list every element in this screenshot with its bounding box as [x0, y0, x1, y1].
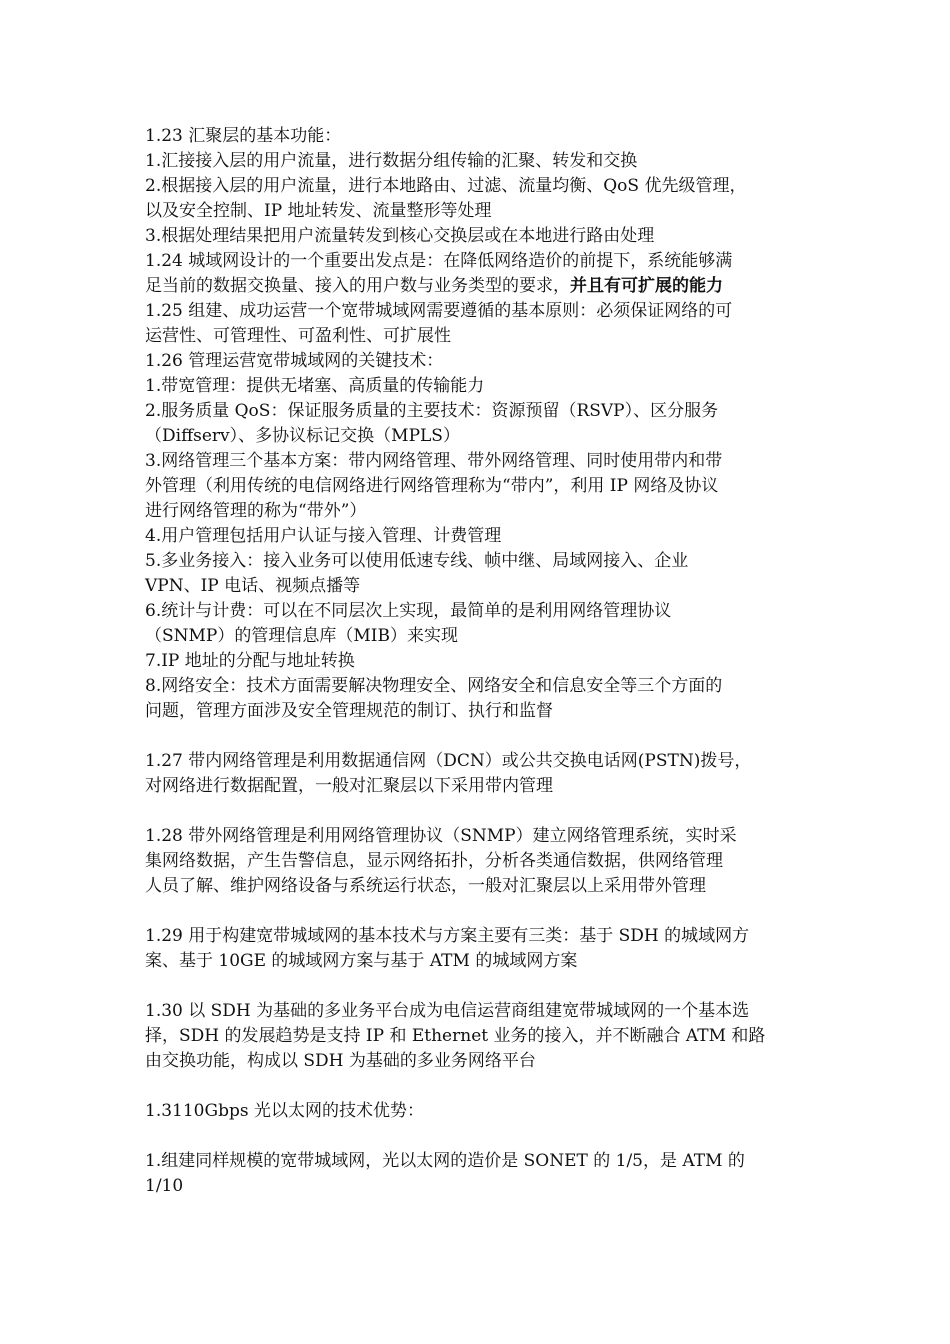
paragraph-gap	[145, 1074, 805, 1099]
text-line	[145, 274, 805, 299]
text-line: 1.汇接接入层的用户流量，进行数据分组传输的汇聚、转发和交换	[145, 151, 638, 171]
text-line: 1.3110Gbps 光以太网的技术优势：	[145, 1101, 424, 1121]
text-line: 外管理（利用传统的电信网络进行网络管理称为“带内”，利用 IP 网络及协议	[145, 476, 719, 496]
text-line: （SNMP）的管理信息库（MIB）来实现	[145, 626, 458, 646]
text-line: 5.多业务接入：接入业务可以使用低速专线、帧中继、局域网接入、企业	[145, 551, 689, 571]
text-line: 1/10	[145, 1176, 184, 1196]
paragraph-gap	[145, 799, 805, 824]
text-line: 1.29 用于构建宽带城域网的基本技术与方案主要有三类：基于 SDH 的城域网方	[145, 926, 750, 946]
text-line: 择，SDH 的发展趋势是支持 IP 和 Ethernet 业务的接入，并不断融合 ATM 和路	[145, 1026, 766, 1046]
text-line: 1.带宽管理：提供无堵塞、高质量的传输能力	[145, 376, 485, 396]
text-line: 4.用户管理包括用户认证与接入管理、计费管理	[145, 526, 502, 546]
text-line: 1.28 带外网络管理是利用网络管理协议（SNMP）建立网络管理系统，实时采	[145, 826, 737, 846]
document-body	[145, 124, 805, 1199]
text-line: 1.26 管理运营宽带城域网的关键技术：	[145, 351, 444, 371]
text-line: 问题，管理方面涉及安全管理规范的制订、执行和监督	[145, 701, 553, 721]
text-line: （Diffserv）、多协议标记交换（MPLS）	[145, 426, 460, 446]
text-line: 1.24 城域网设计的一个重要出发点是：在降低网络造价的前提下，系统能够满	[145, 251, 733, 271]
paragraph-gap	[145, 724, 805, 749]
text-line: 人员了解、维护网络设备与系统运行状态，一般对汇聚层以上采用带外管理	[145, 876, 706, 896]
text-line: 8.网络安全：技术方面需要解决物理安全、网络安全和信息安全等三个方面的	[145, 676, 723, 696]
text-segment: 足当前的数据交换量、接入的用户数与业务类型的要求，	[145, 276, 570, 296]
paragraph-gap	[145, 899, 805, 924]
text-line: 1.30 以 SDH 为基础的多业务平台成为电信运营商组建宽带城域网的一个基本选	[145, 1001, 750, 1021]
text-line: 1.27 带内网络管理是利用数据通信网（DCN）或公共交换电话网(PSTN)拨号，	[145, 751, 752, 771]
bold-text-segment: 并且有可扩展的能力	[570, 276, 723, 296]
text-line: 1.组建同样规模的宽带城域网，光以太网的造价是 SONET 的 1/5，是 ATM 的	[145, 1151, 745, 1171]
text-line: VPN、IP 电话、视频点播等	[145, 576, 361, 596]
text-line: 案、基于 10GE 的城域网方案与基于 ATM 的城域网方案	[145, 951, 578, 971]
text-line: 运营性、可管理性、可盈利性、可扩展性	[145, 326, 451, 346]
text-line: 以及安全控制、IP 地址转发、流量整形等处理	[145, 201, 492, 221]
text-line: 3.网络管理三个基本方案：带内网络管理、带外网络管理、同时使用带内和带	[145, 451, 723, 471]
text-line: 7.IP 地址的分配与地址转换	[145, 651, 355, 671]
text-line: 进行网络管理的称为“带外”）	[145, 501, 367, 521]
text-line: 1.25 组建、成功运营一个宽带城域网需要遵循的基本原则：必须保证网络的可	[145, 301, 733, 321]
text-line: 对网络进行数据配置，一般对汇聚层以下采用带内管理	[145, 776, 553, 796]
text-line: 2.根据接入层的用户流量，进行本地路由、过滤、流量均衡、QoS 优先级管理，	[145, 176, 747, 196]
text-line: 2.服务质量 QoS：保证服务质量的主要技术：资源预留（RSVP）、区分服务	[145, 401, 719, 421]
paragraph-gap	[145, 1124, 805, 1149]
text-line: 1.23 汇聚层的基本功能：	[145, 126, 342, 146]
text-line: 由交换功能，构成以 SDH 为基础的多业务网络平台	[145, 1051, 536, 1071]
text-line: 3.根据处理结果把用户流量转发到核心交换层或在本地进行路由处理	[145, 226, 655, 246]
paragraph-gap	[145, 974, 805, 999]
text-line: 集网络数据，产生告警信息，显示网络拓扑，分析各类通信数据，供网络管理	[145, 851, 723, 871]
text-line: 6.统计与计费：可以在不同层次上实现，最简单的是利用网络管理协议	[145, 601, 672, 621]
